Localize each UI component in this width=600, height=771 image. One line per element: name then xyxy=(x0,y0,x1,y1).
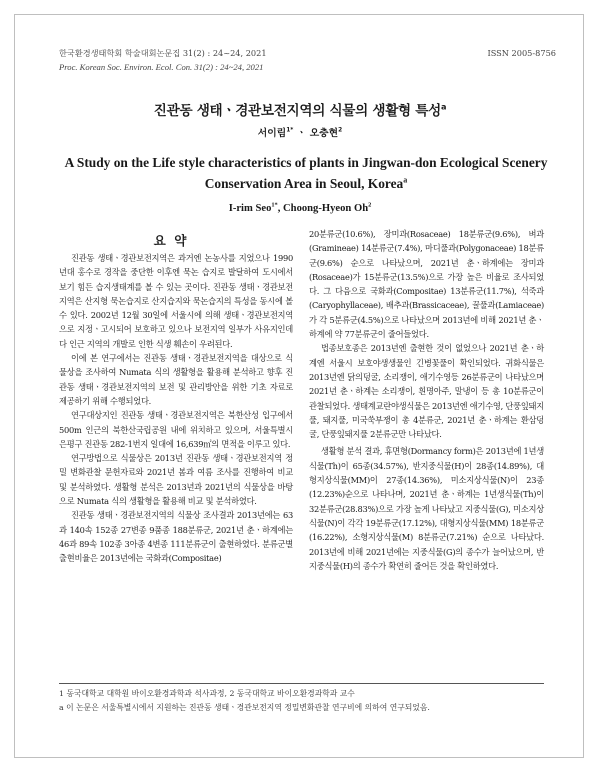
paper-title-ko xyxy=(0,99,600,119)
journal-citation-en: Proc. Korean Soc. Environ. Ecol. Con. 31(2) : 24~24, 2021 xyxy=(59,62,264,72)
issn: ISSN 2005-8756 xyxy=(487,48,556,58)
abstract-paragraph: 연구방법으로 식물상은 2013년 진관동 생태ㆍ경관보전지역 정밀 변화관찰 문헌자료와 2021년 봄과 여름 조사를 진행하여 비교 및 분석하였다. 생활형 분석은 2013년과 2021년의 식물상을 바탕으로 Numata 식의 생활형을 활용해 비교 및 분석하였다. xyxy=(59,453,293,507)
abstract-left-column xyxy=(59,251,293,566)
footnote-affiliation: 1 동국대학교 대학원 바이오환경과학과 석사과정, 2 동국대학교 바이오환경과학과 교수 xyxy=(59,689,355,698)
author2-en-mark: 2 xyxy=(368,201,372,209)
paper-title-en xyxy=(56,152,556,194)
footnote-rule xyxy=(59,683,544,684)
running-header xyxy=(59,46,556,74)
authors-en xyxy=(0,203,600,214)
title-en-footnote-mark: a xyxy=(403,175,408,185)
title-ko-text: 진관동 생태ㆍ경관보전지역의 식물의 생활형 특성 xyxy=(153,103,441,119)
authors-ko xyxy=(0,125,600,139)
author1-ko-mark: 1* xyxy=(286,127,294,134)
abstract-paragraph: 생활형 분석 결과, 휴면형(Dormancy form)은 2013년에 1년생식물(Th)이 65종(34.57%), 반지중식물(H)이 28종(14.89%), 대형지상식물(MM)이 27종(14.36%), 미소지상식물(N)이 23종(12.23%)순으로 나타나며, 2021년 춘ㆍ하계는 1년생식물(Th)이 32분류군(28.83%)으로 가장 높게 나타났고 지중식물(G), 미소지상식물(N)이 각각 19분류군(17.12%), 대형지상식물(MM) 18분류군(16.22%), 소형지상식물(M) 8분류군(7.21%) 순으로 나타났다. 2013년에 비해 2021년에는 지중식물(G)의 종수가 늘어났으며, 반지중식물(H)의 종수가 확연히 줄어든 것을 확인하였다. xyxy=(309,446,544,571)
author-separator-en: , xyxy=(277,203,284,214)
abstract-paragraph: 20분류군(10.6%), 장미과(Rosaceae) 18분류군(9.6%), 벼과(Gramineae) 14분류군(7.4%), 마디풀과(Polygonaceae) 18분류군(9.6%) 순으로 나타났으며, 2021년 춘ㆍ하계에는 장미과(Rosaceae)가 15분류군(13.5%)으로 가장 높은 비율로 조사되었다. 그 다음으로 국화과(Compositae) 13분류군(11.7%), 석죽과(Caryophyllaceae), 배추과(Brassicaceae), 꿀풀과(Lamiaceae)가 각 5분류군(4.5%)으로 나타났으며 2013년에 비해 2021년 춘ㆍ하계에 약 77분류군이 줄어들었다. xyxy=(309,229,544,340)
journal-citation-ko: 한국환경생태학회 학술대회논문집 31(2) : 24~24, 2021 xyxy=(59,48,267,58)
author2-ko: 오충현 xyxy=(309,128,339,139)
author2-en: Choong-Hyeon Oh xyxy=(283,203,369,214)
author1-en-mark: 1* xyxy=(271,201,278,209)
abstract-paragraph: 이에 본 연구에서는 진관동 생태ㆍ경관보전지역을 대상으로 식물상을 조사하여 Numata 식의 생활형을 활용해 분석하고 향후 진관동 생태ㆍ경관보전지역의 보전 및 관리방안을 위한 기초 자료로 제공하기 위해 수행되었다. xyxy=(59,353,293,406)
author2-ko-mark: 2 xyxy=(338,127,343,134)
abstract-paragraph: 법종보호종은 2013년엔 출현한 것이 없었으나 2021년 춘ㆍ하계엔 서울시 보호야생생물인 긴병꽃풀이 확인되었다. 귀화식물은 2013년엔 닭의덩굴, 소리쟁이, 애기수영등 26분류군이 나타났으며 2021년 춘ㆍ하계는 소리쟁이, 흰명아주, 말냉이 등 총 10분류군이 관찰되었다. 생태계교란야생식물은 2013년엔 애기수영, 단풍잎돼지풀, 돼지풀, 미국쑥부쟁이 총 4분류군, 2021년 춘ㆍ하계는 환삼덩굴, 단풍잎돼지풀 2분류군만 나타났다. xyxy=(309,343,544,440)
abstract-paragraph: 진관동 생태ㆍ경관보전지역은 과거엔 논농사를 지었으나 1990년대 홍수로 경작을 중단한 이후엔 묵논 습지로 발달하여 도시에서 보기 힘든 습지생태계를 볼 수 있는 곳이다. 진관동 생태ㆍ경관보전지역은 산지형 묵논습지로 산지습지와 묵논습지의 특성을 동시에 볼 수 있다. 2002년 12월 30일에 서울시에 의해 생태ㆍ경관보전지역으로 지정ㆍ고시되어 보호하고 있으나 보전지역 일부가 사유지인데다 인근 지역의 개발로 인한 식생 훼손이 우려된다. xyxy=(59,253,293,349)
footnote-funding: a 이 논문은 서울특별시에서 지원하는 진관동 생태ㆍ경관보전지역 정밀변화관찰 연구비에 의하여 연구되었음. xyxy=(59,703,430,712)
abstract-right-column xyxy=(309,227,544,573)
author1-ko: 서이림 xyxy=(257,128,287,139)
author1-en: I-rim Seo xyxy=(228,203,272,214)
abstract-paragraph: 연구대상지인 진관동 생태ㆍ경관보전지역은 북한산성 입구에서 500m 인근의 북한산국립공원 내에 위치하고 있으며, 서울특별시 은평구 진관동 282-1번지 일대에 16,639㎡의 면적을 이루고 있다. xyxy=(59,410,293,449)
abstract-heading: 요 약 xyxy=(153,233,189,248)
abstract-paragraph: 진관동 생태ㆍ경관보전지역의 식물상 조사결과 2013년에는 63과 140속 152종 27변종 9품종 188분류군, 2021년 춘ㆍ하계에는 46과 89속 102종 3아종 4변종 111분류군이 출현하였다. 분류군별 출현비율은 2013년에는 국화과(Compositae) xyxy=(59,510,293,564)
author-separator-ko: ㆍ xyxy=(296,128,307,139)
title-ko-footnote-mark: a xyxy=(440,101,447,112)
title-en-text: A Study on the Life style characteristics of plants in Jingwan-don Ecological Scenery Conservation Area in Seoul, Korea xyxy=(64,155,548,191)
